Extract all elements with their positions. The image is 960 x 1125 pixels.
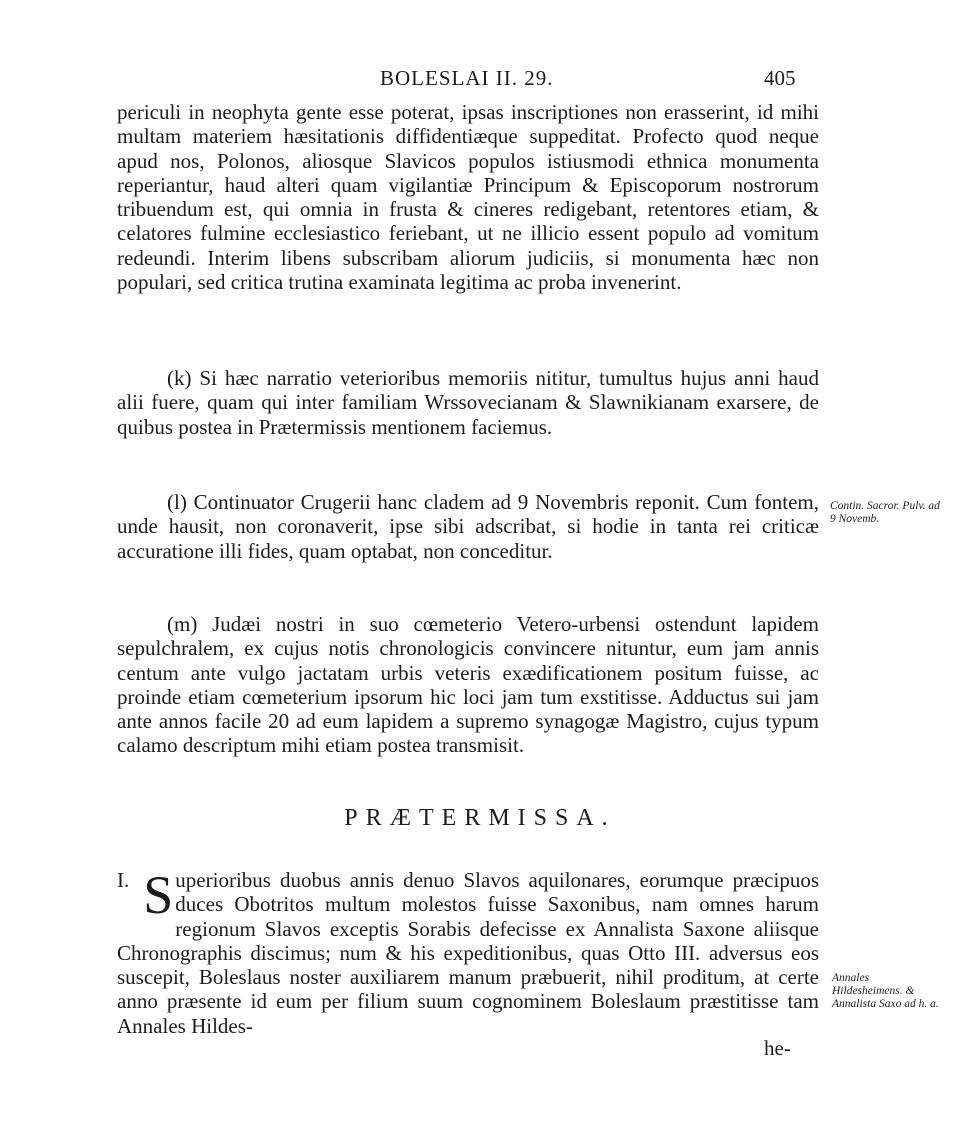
page-header xyxy=(0,66,960,96)
paragraph-text: uperioribus duobus annis denuo Slavos aquilonares, eorumque præcipuos duces Obotritos multum molestos fuisse Saxonibus, nam omnes harum regionum Slavos exceptis Sorabis defecisse ex Annalista Saxone aliisque Chronographis discimus; num & his expeditionibus, quas Otto III. adversus eos suscepit, Boleslaus noster auxiliarem manum præbuerit, nihil proditum, at certe anno præsente id eum per filium suum cognominem Boleslaum præstitisse tam Annales Hildes- xyxy=(117,868,819,1038)
note-m-paragraph: (m) Judæi nostri in suo cœmeterio Vetero-urbensi ostendunt lapidem sepulchralem, ex cujus notis chronologicis convincere nituntur, eum jam annis centum ante vulgo jactatam urbis veteris exædificationem positum fuisse, ac proinde etiam cœmeterium ipsorum hic loci jam tum exstitisse. Adductus sui jam ante annos facile 20 ad eum lapidem a supremo synagogæ Magistro, cujus typum calamo descriptum mihi etiam postea transmisit. xyxy=(117,612,819,758)
running-title: BOLESLAI II. 29. xyxy=(380,66,554,90)
page-number: 405 xyxy=(764,66,796,90)
note-l-paragraph: (l) Continuator Crugerii hanc cladem ad 9 Novembris reponit. Cum fontem, unde hausit, non coronaverit, ipse sibi adscribat, si hodie in tanta rei criticæ accuratione illi fides, quam optabat, non conceditur. xyxy=(117,490,819,563)
drop-cap: S xyxy=(143,865,174,925)
margin-note-annales: Annales Hildesheimens. & Annalista Saxo ad h. a. xyxy=(832,972,939,1010)
paragraph-number: I. xyxy=(117,868,130,892)
praetermissa-paragraph-1 xyxy=(117,865,819,1038)
paragraph-opening: periculi in neophyta gente esse poterat, ipsas inscriptiones non erasserint, id mihi multam materiem hæsitationis diffidentiæque suppeditat. Profecto quod neque apud nos, Polonos, aliosque Slavicos populos istiusmodi ethnica monumenta reperiantur, haud alteri quam vigilantiæ Principum & Episcoporum nostrorum tribuendum est, qui omnia in frusta & cineres redigebant, retentores etiam, & celatores fulmine ecclesiastico feriebant, ut ne illicio essent populo ad vomitum redeundi. Interim libens subscribam aliorum judiciis, si monumenta hæc non populari, sed critica trutina examinata legitima ac proba invenerint. xyxy=(117,100,819,295)
note-k-paragraph: (k) Si hæc narratio veterioribus memoriis nititur, tumultus hujus anni haud alii fuere, quam qui inter familiam Wrssovecianam & Slawnikianam exarsere, de quibus postea in Prætermissis mentionem faciemus. xyxy=(117,366,819,439)
margin-note-continuator: Contin. Sacror. Pulv. ad 9 Novemb. xyxy=(830,500,940,525)
catchword: he- xyxy=(764,1036,791,1060)
section-title: PRÆTERMISSA. xyxy=(344,805,616,831)
